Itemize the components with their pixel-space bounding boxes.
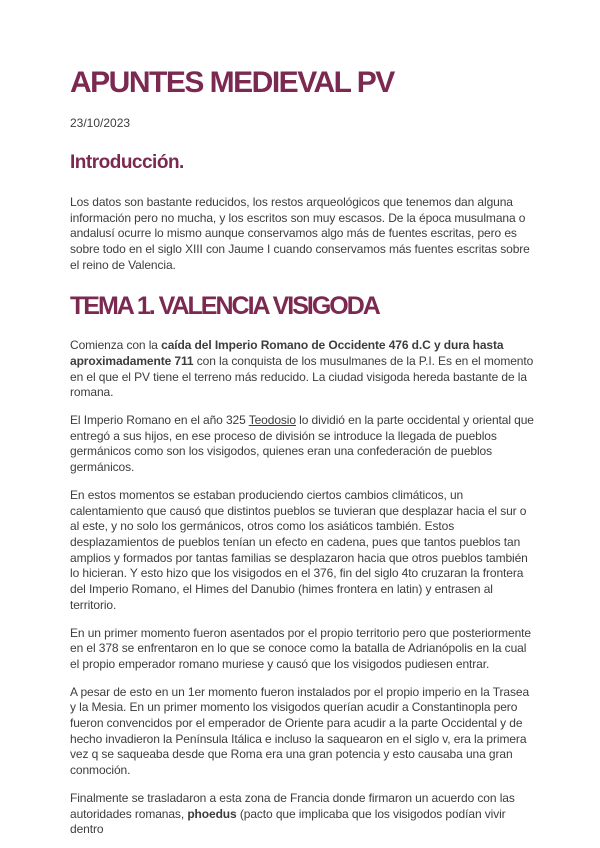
text-segment: Los datos son bastante reducidos, los restos arqueológicos que tenemos dan alguna información pero no mucha, y los escritos son muy escasos. De la época musulmana o andalusí ocurre lo mismo aunque conservamos algo más de fuentes escritas, pero es sobre todo en el siglo XIII con Jaume I cuando conservamos más fuentes escritas sobre el reino de Valencia. (70, 195, 530, 272)
paragraph (70, 195, 535, 274)
document-title: APUNTES MEDIEVAL PV (70, 66, 394, 99)
text-segment: lo dividió en la parte occidental y oriental que entregó a sus hijos, en ese proceso de división se introduce la llegada de pueblos germánicos como son los visigodos, quienes eran una confederación de pueblos germánicos. (70, 413, 534, 475)
paragraph (70, 488, 535, 614)
text-segment: caída del Imperio Romano de Occidente 476 d.C y dura hasta aproximadamente 711 (70, 338, 504, 368)
text-segment: Comienza con la (70, 338, 162, 353)
text-segment: El Imperio Romano en el año 325 (70, 413, 249, 428)
subsection-heading: Introducción. (70, 152, 184, 174)
document-date: 23/10/2023 (70, 115, 131, 130)
text-segment: phoedus (187, 806, 237, 821)
text-segment: (pacto que implicaba que los visigodos podían vivir dentro (70, 806, 506, 837)
text-segment: Finalmente se trasladaron a esta zona de Francia donde firmaron un acuerdo con las autoridades romanas, (70, 790, 515, 821)
text-segment: Teodosio (248, 413, 296, 428)
paragraph (70, 338, 535, 401)
text-segment: con la conquista de los musulmanes de la P.I. Es en el momento en el que el PV tiene el terreno más reducido. La ciudad visigoda hereda bastante de la romana. (70, 353, 534, 400)
paragraph (70, 626, 535, 673)
document-content (70, 152, 535, 838)
paragraph (70, 791, 535, 838)
paragraph (70, 413, 535, 476)
text-segment: En estos momentos se estaban produciendo ciertos cambios climáticos, un calentamiento que causó que distintos pueblos se tuvieran que desplazar hacia el sur o al este, y no solo los germánicos, otros como los asiáticos también. Estos desplazamientos de pueblos tenían un efecto en cadena, pues que tantos pueblos tan amplios y formados por tantas familias se desplazaron hacia que otros pueblos también lo hicieran. Y esto hizo que los visigodos en el 376, fin del siglo 4to cruzaran la frontera del Imperio Romano, el Himes del Danubio (himes frontera en latin) y entrasen al territorio. (70, 487, 528, 612)
text-segment: A pesar de esto en un 1er momento fueron instalados por el propio imperio en la Trasea y la Mesia. En un primer momento los visigodos querían acudir a Constantinopla pero fueron convencidos por el emperador de Oriente para acudir a la parte Occidental y de hecho invadieron la Península Itálica e incluso la saquearon en el siglo v, era la primera vez q se saqueaba desde que Roma era una gran potencia y esto causaba una gran conmoción. (70, 684, 530, 778)
paragraph (70, 685, 535, 779)
section-heading: TEMA 1. VALENCIA VISIGODA (70, 291, 379, 320)
text-segment: En un primer momento fueron asentados por el propio territorio pero que posteriormente en el 378 se enfrentaron en lo que se conoce como la batalla de Adrianópolis en la cual el propio emperador romano muriese y causó que los visigodos pudiesen entrar. (70, 625, 531, 671)
